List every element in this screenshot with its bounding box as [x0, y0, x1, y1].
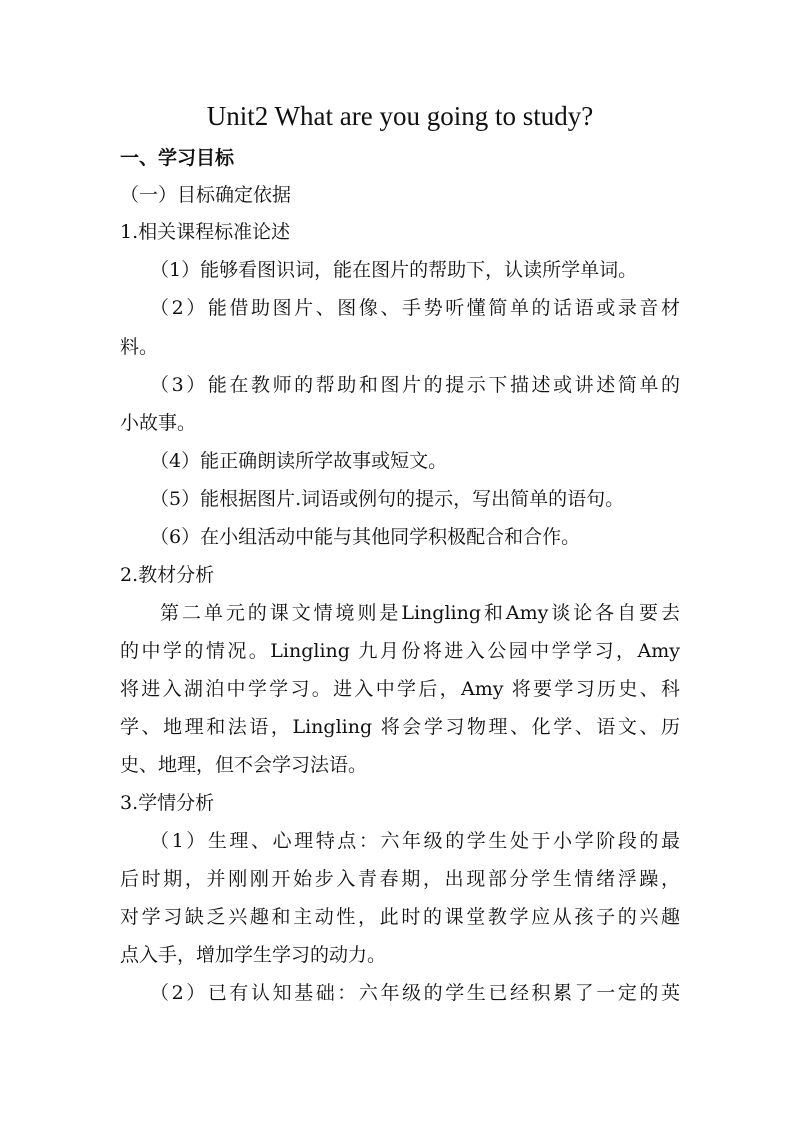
document-title: Unit2 What are you going to study? [206, 101, 594, 131]
standard-line: （4）能正确朗读所学故事或短文。 [150, 450, 448, 472]
standard-line: （6）在小组活动中能与其他同学积极配合和合作。 [150, 526, 581, 548]
analysis-line: 学、地理和法语，Lingling 将会学习物理、化学、语文、历 [120, 716, 680, 738]
standard-line: （3）能在教师的帮助和图片的提示下描述或讲述简单的 [150, 374, 680, 396]
standard-line: （1）能够看图识词，能在图片的帮助下，认读所学单词。 [150, 259, 638, 281]
heading-curriculum-standards: 1.相关课程标准论述 [120, 221, 291, 243]
analysis-line: 的中学的情况。Lingling 九月份将进入公园中学学习，Amy [120, 640, 680, 662]
standard-line: （2）能借助图片、图像、手势听懂简单的话语或录音材 [150, 297, 680, 319]
analysis-line: 将进入湖泊中学学习。进入中学后，Amy 将要学习历史、科 [120, 678, 680, 700]
heading-textbook-analysis: 2.教材分析 [120, 564, 215, 586]
learner-line: 后时期，并刚刚开始步入青春期，出现部分学生情绪浮躁， [120, 868, 680, 890]
learner-line: 对学习缺乏兴趣和主动性，此时的课堂教学应从孩子的兴趣 [120, 906, 680, 928]
learner-line: 点入手，增加学生学习的动力。 [120, 944, 387, 966]
subsection-heading-basis: （一）目标确定依据 [120, 184, 292, 206]
analysis-line: 史、地理，但不会学习法语。 [120, 754, 368, 776]
learner-line: （1）生理、心理特点：六年级的学生处于小学阶段的最 [150, 830, 680, 852]
standard-line: （5）能根据图片.词语或例句的提示，写出简单的语句。 [150, 488, 625, 510]
heading-learner-analysis: 3.学情分析 [120, 792, 215, 814]
standard-line: 小故事。 [120, 412, 197, 434]
analysis-line: 第二单元的课文情境则是Lingling和Amy谈论各自要去 [160, 602, 680, 624]
section-heading-goals: 一、学习目标 [120, 147, 235, 169]
learner-line: （2）已有认知基础：六年级的学生已经积累了一定的英 [150, 982, 680, 1004]
standard-line: 料。 [120, 336, 159, 358]
